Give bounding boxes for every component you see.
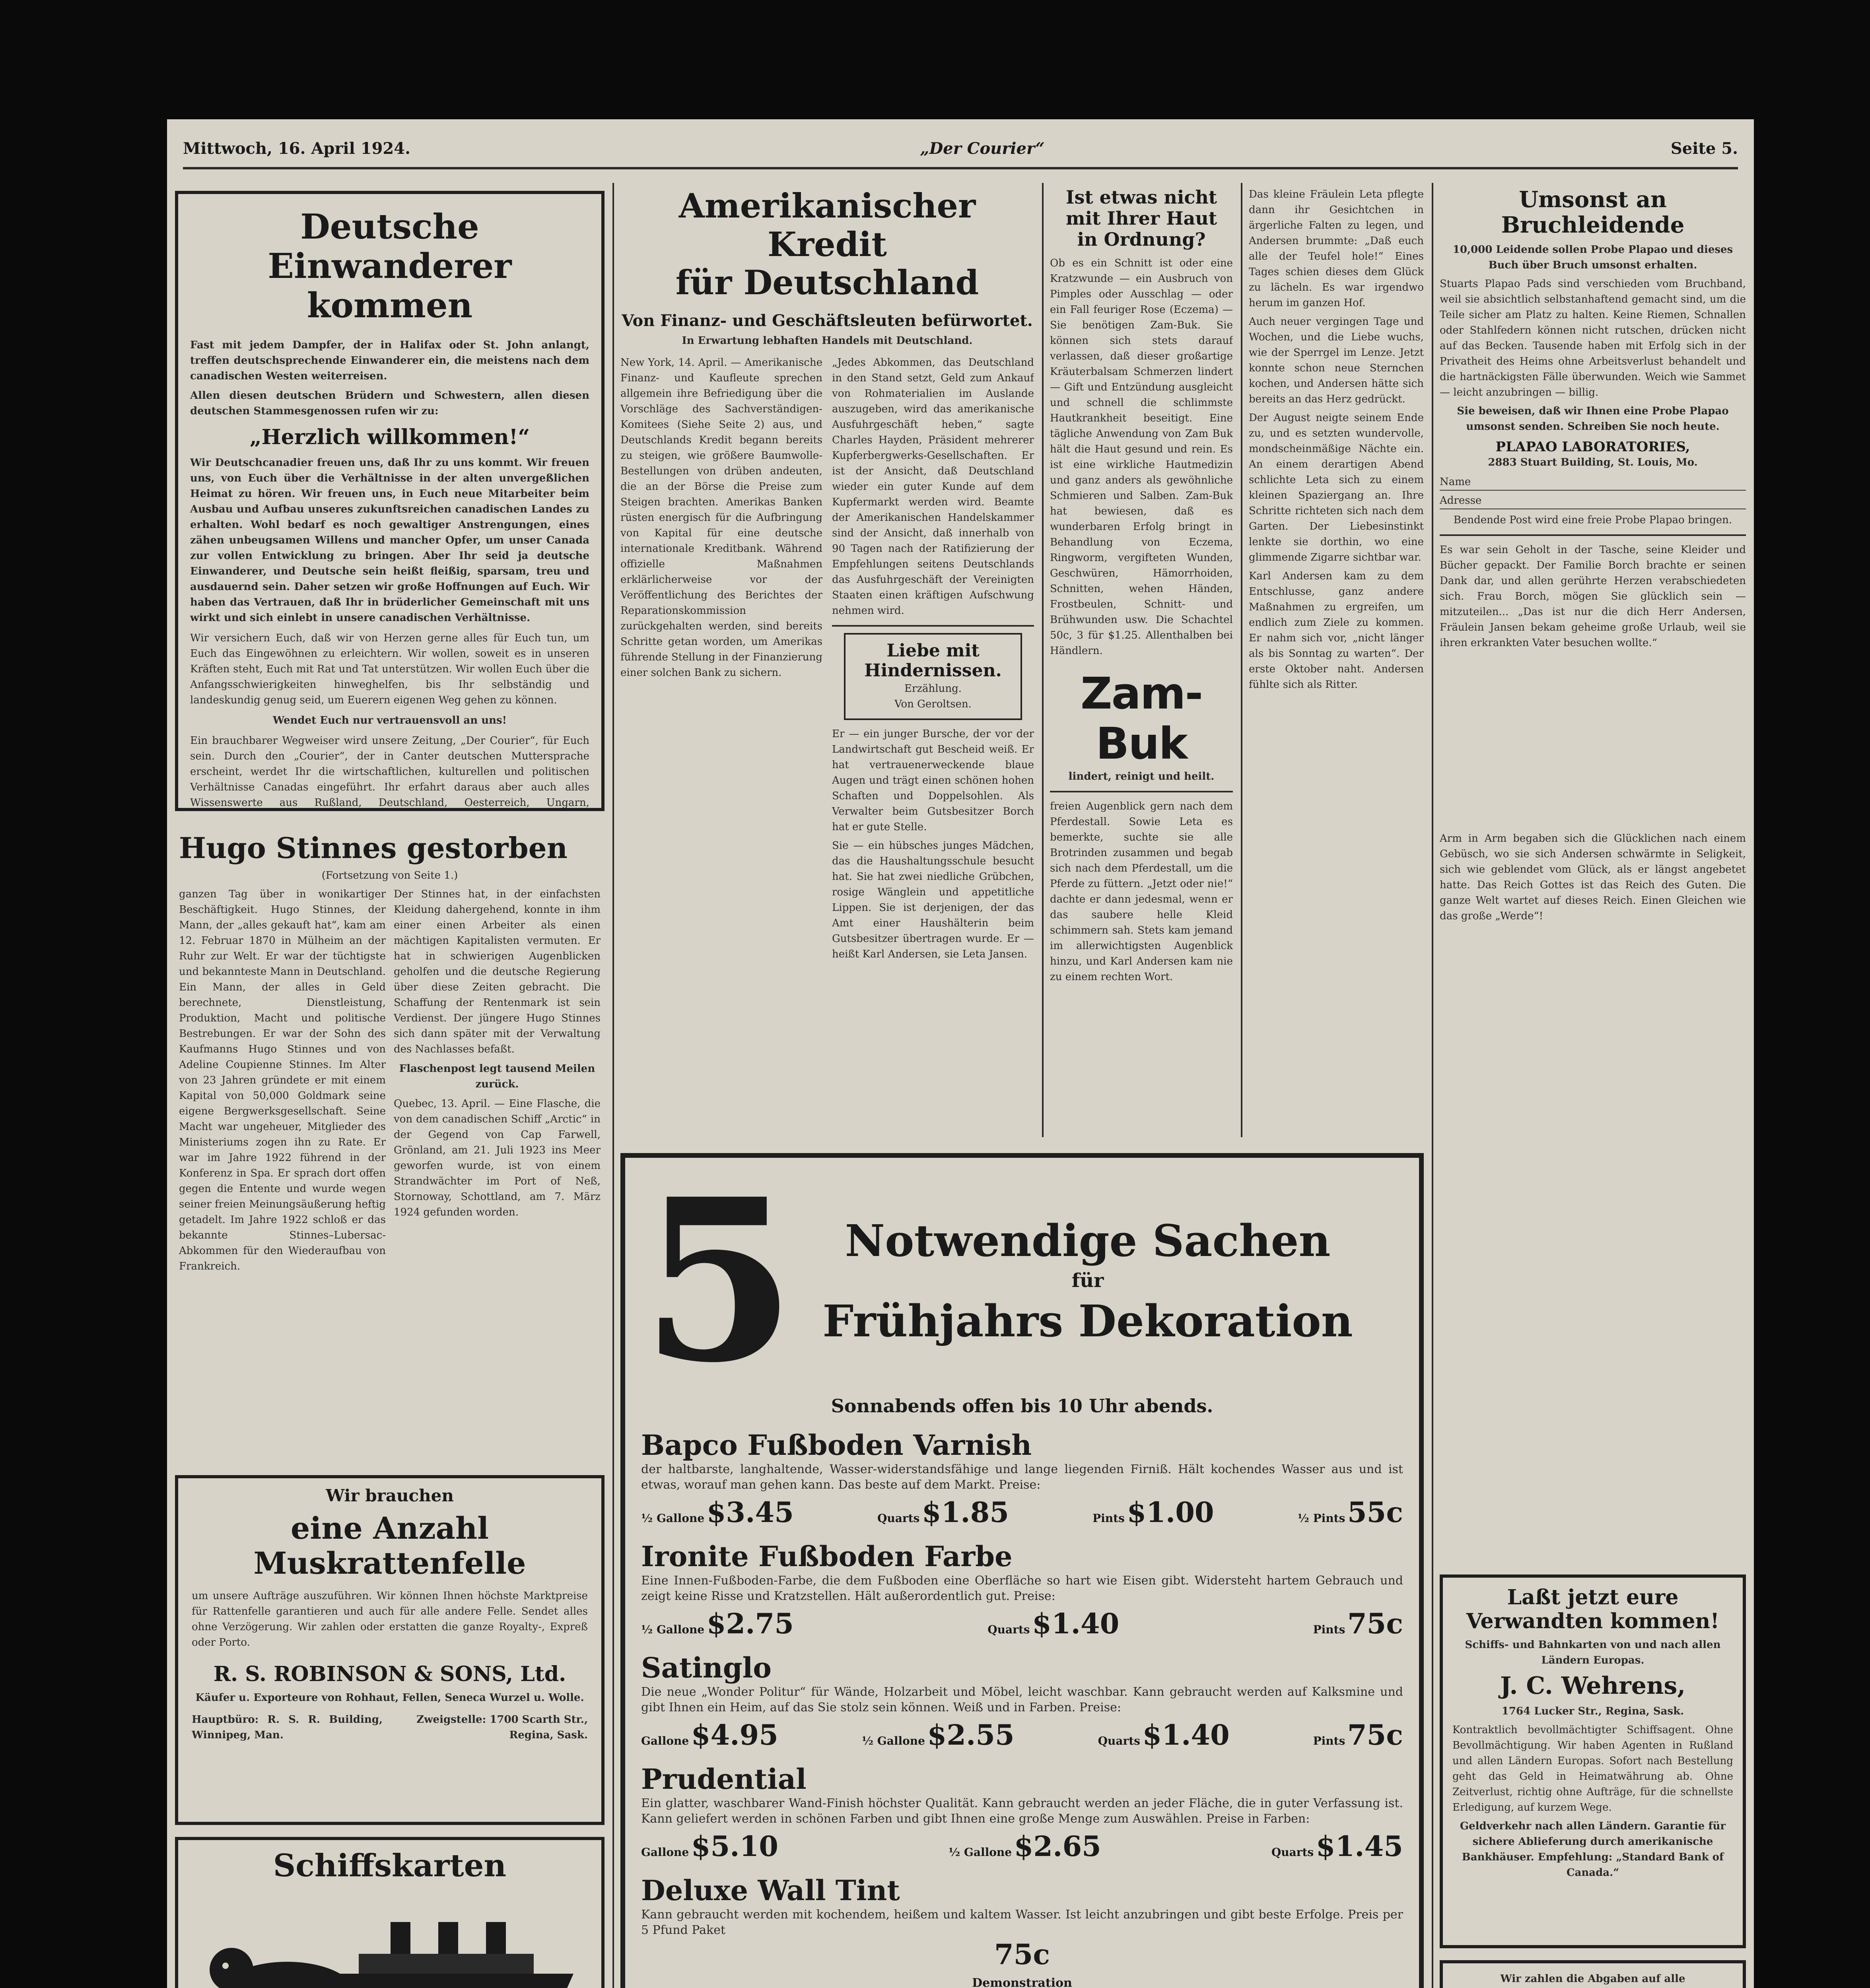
product-desc: Ein glatter, waschbarer Wand-Finish höchster Qualität. Kann gebraucht werden an jeder Fläche, die in guter Verfassung ist. Kann geliefert werden in schönen Farben und gibt Ihnen eine große Menge zum Auswählen. Preise in Farben: xyxy=(641,1796,1403,1826)
price-size: Gallone xyxy=(641,1845,689,1859)
column-rule xyxy=(1042,183,1044,1137)
product-prudential xyxy=(641,1763,1403,1863)
price-value: $2.75 xyxy=(706,1607,794,1640)
ad-text: um unsere Aufträge auszuführen. Wir können Ihnen höchste Marktpreise für Rattenfelle garantieren und auch für alle andere Felle. Sendet alles ohne Verzögerung. Wir zahlen oder erstatten die ganze Royalty-, Expreß oder Porto. xyxy=(192,1590,588,1649)
brand-tagline: lindert, reinigt und heilt. xyxy=(1068,770,1215,782)
product-name: Deluxe Wall Tint xyxy=(641,1873,900,1907)
price-size: Quarts xyxy=(987,1623,1030,1636)
story-text: Der August neigte seinem Ende zu, und es setzten wundervolle, mondscheinmäßige Nächte ein. An einem derartigen Abend schlichte Leta sich zu einem kleinen Spaziergang an. Ihre Schritte richteten sich nach dem Garten. Der Liebesinstinkt lenkte sie dorthin, wo eine glimmende Zigarre sichtbar war. xyxy=(1249,412,1424,563)
article-subtitle2: In Erwartung lebhaften Handels mit Deutschland. xyxy=(682,334,973,347)
paper-name: „Der Courier“ xyxy=(920,139,1045,158)
coupon-name-line[interactable]: Name xyxy=(1440,474,1746,491)
product-name: Satinglo xyxy=(641,1651,772,1684)
ad-title: Umsonst an xyxy=(1519,187,1667,213)
newspaper-page xyxy=(167,119,1754,1988)
product-desc: der haltbarste, langhaltende, Wasser-widerstandsfähige und lange liegenden Firniß. Hält kochendes Wasser aus und ist etwas, worauf man gehen kann. Das beste auf dem Markt. Preise: xyxy=(641,1462,1403,1492)
ad-title: in Ordnung? xyxy=(1077,228,1206,250)
peart-bros-ad xyxy=(620,1153,1424,1988)
article-title: Amerikanischer Kredit xyxy=(678,187,976,264)
ad-title: Laßt jetzt eure xyxy=(1507,1585,1679,1609)
steamship-icon xyxy=(192,1890,589,1988)
product-desc: Kann gebraucht werden mit kochendem, heißem und kaltem Wasser. Ist leicht anzubringen und gibt beste Erfolge. Preis per 5 Pfund Paket xyxy=(641,1907,1403,1937)
story-text: Das kleine Fräulein Leta pflegte dann ihr Gesichtchen in ärgerliche Falten zu legen, und Andersen brummte: „Daß euch alle der Teufel hole!“ Eines Tages schien dieses dem Glück zu lächeln. Es war irgendwo herum im ganzen Hof. xyxy=(1249,188,1424,309)
price-value: $2.65 xyxy=(1014,1829,1101,1863)
price-value: $1.40 xyxy=(1032,1607,1120,1640)
price-size: ½ Gallone xyxy=(861,1734,925,1747)
price-value: 75c xyxy=(1347,1607,1403,1640)
price-value: 55c xyxy=(1347,1495,1403,1529)
column-rule xyxy=(1241,183,1242,1137)
price-value: $1.00 xyxy=(1127,1495,1214,1529)
firm-name: R. S. ROBINSON & SONS, Ltd. xyxy=(213,1662,566,1687)
ad-title: Ist etwas nicht xyxy=(1065,187,1217,208)
zambuk-ad xyxy=(1050,187,1233,1141)
demo-head: Demonstration xyxy=(972,1976,1072,1988)
story-title-box xyxy=(844,633,1022,720)
story-text: Es war sein Geholt in der Tasche, seine Kleider und Bücher gepackt. Der Familie Borch brachte er seinen Dank dar, und allen gerührte Herzen verabschiedeten sich. Frau Borch, mögen Sie glücklich sein — mitzuteilen... „Das ist nur die dich Herr Andersen, Fräulein Jansen bekam geheime große Urlaub, weil sie ihren erkrankten Vater besuchen wollte.“ xyxy=(1440,544,1746,649)
greeting: „Herzlich willkommen!“ xyxy=(249,425,530,449)
kredit-article xyxy=(620,187,1034,1141)
coupon-address-line[interactable]: Adresse xyxy=(1440,493,1746,509)
story-author: Von Geroltsen. xyxy=(894,698,972,710)
price-size: Quarts xyxy=(1271,1845,1314,1859)
ad-head: Wir brauchen xyxy=(326,1486,454,1505)
ad-text: Stuarts Plapao Pads sind verschieden vom Bruchband, weil sie absichtlich selbstanhaftend gemacht sind, um die Teile sicher am Platz zu halten. Keine Riemen, Schnallen oder Stahlfedern können nicht rutschen, drücken nicht auf das Becken. Tausende haben mit Erfolg sich in der Privatheit des Heims ohne Arbeitsverlust behandelt und die hartnäckigsten Fälle überwunden. Weich wie Sammet — leicht anzubringen — billig. xyxy=(1440,278,1746,398)
story-text: Karl Andersen kam zu dem Entschlusse, ganz andere Maßnahmen zu ergreifen, um endlich zum Ziele zu kommen. Er nahm sich vor, „nicht länger als bis Sonntag zu warten“. Der erste Oktober naht. Andersen fühlte sich als Ritter. xyxy=(1249,570,1424,691)
price-size: Pints xyxy=(1092,1511,1125,1525)
product-ironite xyxy=(641,1540,1403,1640)
product-deluxe xyxy=(641,1874,1403,1971)
story-continuation xyxy=(1249,187,1424,1141)
article-column: New York, 14. April. — Amerikanische Finanz- und Kaufleute sprechen allgemein ihre Befriedigung über die Vorschläge des Sachverständigen-Komitees (Siehe Seite 2) aus, und Deutschlands Kredit begann bereits zu steigen, wie größere Baumwolle-Bestellungen von drüben andeuten, die an der Börse die Preise zum Steigen brachten. Amerikas Banken rüsten energisch für die Aufbringung von Kapital für eine deutsche internationale Kreditbank. Während offizielle Maßnahmen erklärlicherweise vor der Veröffentlichung des Berichtes der Reparationskommission zurückgehalten werden, sind bereits Schritte getan worden, um Amerikas führende Stellung in der Finanzierung einer solchen Bank zu sichern. xyxy=(620,356,823,679)
ad-lead: 10,000 Leidende sollen Probe Plapao und dieses Buch über Bruch umsonst erhalten. xyxy=(1452,243,1733,271)
price-value: $1.40 xyxy=(1142,1718,1230,1751)
story-genre: Erzählung. xyxy=(904,682,962,695)
ad-title: Frühjahrs Dekoration xyxy=(822,1295,1353,1347)
price-size: Quarts xyxy=(877,1511,920,1525)
firm-address: 2883 Stuart Building, St. Louis, Mo. xyxy=(1488,456,1698,468)
hq-address: Hauptbüro: R. S. R. Building, Winnipeg, Man. xyxy=(192,1713,383,1741)
story-text: Sie — ein hübsches junges Mädchen, das die Haushaltungsschule besucht hat. Sie hat zwei niedliche Grübchen, rosige Wänglein und appetitliche Lippen. Sie ist derjenigen, der das Amt einer Haushälterin beim Gutsbesitzer übertragen wurde. Er — heißt Karl Andersen, sie Leta Jansen. xyxy=(832,839,1034,960)
agent-name: J. C. Wehrens, xyxy=(1500,1672,1686,1700)
article-column: ganzen Tag über in wonikartiger Beschäftigkeit. Hugo Stinnes, der Mann, der „alles gekauft hat“, kam am 12. Februar 1870 in Mülheim an der Ruhr zur Welt. Er war der tüchtigste und bekannteste Mann in Deutschland. Ein Mann, der alles in Geld berechnete, Dienstleistung, Produktion, Macht und politische Bestrebungen. Er war der Sohn des Kaufmanns Hugo Stinnes und von Adeline Coupienne Stinnes. Im Alter von 23 Jahren gründete er mit einem Kapital von 50,000 Goldmark seine eigene Bergwerksgesellschaft. Seine Macht war ungeheuer, Mitglieder des Ministeriums zogen ihn zu Rate. Er war im Jahre 1922 führend in der Konferenz in Spa. Er sprach dort offen gegen die Entente und wurde wegen seiner freien Meinungsäußerung heftig getadelt. Im Jahre 1922 schloß er das bekannte Stinnes–Lubersac-Abkommen für den Wiederaufbau von Frankreich. xyxy=(179,888,386,1272)
ad-text: Ob es ein Schnitt ist oder eine Kratzwunde — ein Ausbruch von Pimples oder Ausschlag — oder ein Fall feuriger Rose (Eczema) — Sie benötigen Zam-Buk. Sie können sich stets darauf verlassen, daß dieser großartige Kräuterbalsam Schmerzen lindert — Gift und Entzündung ausgleicht und schnell die schlimmste Hautkrankheit beseitigt. Eine tägliche Anwendung von Zam Buk hält die Haut gesund und rein. Es ist eine wirkliche Hautmedizin und ganz anders als gewöhnliche Schmieren und Salben. Zam-Buk hat bewiesen, daß es wunderbaren Erfolg bringt in Behandlung von Eczema, Ringworm, vergifteten Wunden, Geschwüren, Hämorrhoiden, Schnitten, wehen Händen, Frostbeulen, Schnitt- und Brühwunden usw. Die Schachtel 50c, 3 für $1.25. Allenthalben bei Händlern. xyxy=(1050,257,1233,657)
bruch-ad xyxy=(1440,187,1746,823)
article-column: Quebec, 13. April. — Eine Flasche, die von dem canadischen Schiff „Arctic“ in der Gegend von Cap Farwell, Grönland, am 21. Juli 1923 ins Meer geworfen wurde, ist von einem Strandwächter im Port of Neß, Stornoway, Schottland, am 7. März 1924 gefunden worden. xyxy=(394,1098,601,1218)
story-text: Er — ein junger Bursche, der vor der Landwirtschaft gut Bescheid weiß. Er hat vertrauenerweckende blaue Augen und trägt einen schönen hohen Schaften und Doppelsohlen. Als Verwalter beim Gutsbesitzer Borch hat er gute Stelle. xyxy=(832,728,1034,833)
price-size: Gallone xyxy=(641,1734,689,1747)
product-name: Ironite Fußboden Farbe xyxy=(641,1540,1013,1573)
article-title: Deutsche Einwanderer kommen xyxy=(268,207,512,326)
article-paragraph: Wendet Euch nur vertrauensvoll an uns! xyxy=(272,714,507,727)
price-value: $1.45 xyxy=(1316,1829,1403,1863)
story-title: Liebe mit Hindernissen. xyxy=(864,640,1002,681)
article-paragraph: Ein brauchbarer Wegweiser wird unsere Zeitung, „Der Courier“, für Euch sein. Durch den „Courier“, der in Canter deutschen Muttersprache erscheint, werdet Ihr die wirtschaftlichen, kulturellen und politischen Verhältnisse Canadas eingeführt. Ihr erfahrt daraus aber auch alles Wissenswerte aus Rußland, Deutschland, Oesterreich, Ungarn, xyxy=(190,735,589,809)
price-value: $1.85 xyxy=(921,1495,1009,1529)
wehrens-ad xyxy=(1440,1574,1746,1948)
schiffskarten-ad xyxy=(175,1837,605,1988)
robinson-ad xyxy=(175,1475,605,1825)
brand-logo: Zam-Buk xyxy=(1080,668,1203,769)
story-end xyxy=(1440,831,1746,1451)
ad-text: Geldverkehr nach allen Ländern. Garantie für sichere Ablieferung durch amerikanische Bankhäuser. Empfehlung: „Standard Bank of Canada.“ xyxy=(1460,1820,1726,1879)
product-bapco xyxy=(641,1429,1403,1529)
ad-title: mit Ihrer Haut xyxy=(1065,207,1217,229)
coupon-note: Bendende Post wird eine freie Probe Plapao bringen. xyxy=(1453,514,1732,526)
article-column: Der Stinnes hat, in der einfachsten Kleidung dahergehend, konnte in ihm einer einen Arbeiter als einen mächtigen Kapitalisten vermuten. Er hat in schwierigen Augenblicken geholfen und die deutsche Regierung über diese Zeiten gebracht. Die Schaffung der Rentenmark ist sein Verdienst. Der jüngere Hugo Stinnes sich dann später mit der Verwaltung des Nachlasses befaßt. xyxy=(394,888,601,1055)
divider xyxy=(1050,791,1233,792)
article-paragraph: Wir versichern Euch, daß wir von Herzen gerne alles für Euch tun, um Euch das Eingewöhnen zu erleichtern. Wir wollen, soweit es in unseren Kräften steht, Euch mit Rat und Tat unterstützen. Wir wollen Euch über die Anfangsschwierigkeiten hinweghelfen, bis Ihr selbständig und landeskundig genug seid, um Euerern eigenen Weg gehen zu können. xyxy=(190,632,589,707)
price-value: $5.10 xyxy=(691,1829,778,1863)
subheadline: Flaschenpost legt tausend Meilen zurück. xyxy=(399,1063,595,1090)
price-size: Pints xyxy=(1313,1623,1345,1636)
story-text: freien Augenblick gern nach dem Pferdestall. Sowie Leta es bemerkte, suchte sie alle Brotrinden zusammen und begab sich nach dem Pferdestall, um die Pferde zu füttern. „Jetzt oder nie!“ dachte er dann jedesmal, wenn er das saubere helle Kleid schimmern sah. Stets kam jemand im allerwichtigsten Augenblick hinzu, und Karl Andersen kam nie zu einem rechten Wort. xyxy=(1050,800,1233,983)
divider xyxy=(1440,534,1746,536)
ad-sub: Schiffs- und Bahnkarten von und nach allen Ländern Europas. xyxy=(1465,1639,1721,1666)
column-rule xyxy=(612,183,614,1988)
price-size: ½ Gallone xyxy=(948,1845,1012,1859)
firm-sub: Käufer u. Exporteure von Rohhaut, Fellen, Seneca Wurzel u. Wolle. xyxy=(195,1691,584,1704)
ad-title: Notwendige Sachen xyxy=(845,1215,1331,1266)
ad-head: Wir zahlen die Abgaben auf alle xyxy=(1500,1973,1685,1985)
ad-title: Schiffskarten xyxy=(273,1848,507,1884)
ad-title: Bruchleidende xyxy=(1501,212,1685,239)
article-lead2: Allen diesen deutschen Brüdern und Schwestern, allen diesen deutschen Stammesgenossen rufen wir zu: xyxy=(190,389,589,417)
product-satinglo xyxy=(641,1651,1403,1751)
article-title: Hugo Stinnes gestorben xyxy=(179,831,568,865)
ad-coupon: Sie beweisen, daß wir Ihnen eine Probe Plapao umsonst senden. Schreiben Sie noch heute. xyxy=(1457,405,1729,433)
article-paragraph: Wir Deutschcanadier freuen uns, daß Ihr zu uns kommt. Wir freuen uns, von Euch über die Verhältnisse in der alten unvergeßlichen Heimat zu hören. Wir freuen uns, in Euch neue Mitarbeiter beim Ausbau und Aufbau unseres zukunftsreichen canadischen Landes zu erhalten. Wohl bedarf es noch gewaltiger Anstrengungen, eines zähen unbeugsamen Willens und mancher Opfer, um unser Canada zur vollen Entwicklung zu bringen. Aber Ihr seid ja deutsche Einwanderer, und Deutsche sein heißt fleißig, sparsam, treu und ausdauernd sein. Daher setzen wir große Hoffnungen auf Euch. Wir haben das Vertrauen, daß Ihr in brüderlicher Gemeinschaft mit uns wirkt und sich einlebt in unsere canadischen Verhältnisse. xyxy=(190,457,589,624)
price-size: ½ Pints xyxy=(1297,1511,1345,1525)
big-number: 5 xyxy=(641,1153,796,1412)
price-size: Pints xyxy=(1313,1734,1345,1747)
page-number: Seite 5. xyxy=(1670,139,1738,158)
price-size: Quarts xyxy=(1098,1734,1140,1747)
divider xyxy=(832,625,1034,627)
pelze-ad xyxy=(1440,1960,1746,1988)
article-column: „Jedes Abkommen, das Deutschland in den Stand setzt, Geld zum Ankauf von Rohmaterialien im Auslande auszugeben, wird das amerikanische Ausfuhrgeschäft heben,“ sagte Charles Hayden, Präsident mehrerer Kupferbergwerks-Gesellschaften. Er ist der Ansicht, daß Deutschland wieder ein guter Kunde auf dem Kupfermarkt werden wird. Beamte der Amerikanischen Handelskammer sind der Ansicht, daß innerhalb von 90 Tagen nach der Ratifizierung der Empfehlungen seitens Deutschlands das Ausfuhrgeschäft der Vereinigten Staaten einen kräftigen Aufschwung nehmen wird. xyxy=(832,356,1034,617)
agent-address: 1764 Lucker Str., Regina, Sask. xyxy=(1501,1705,1684,1717)
einwanderer-article xyxy=(175,191,605,811)
opening-hours: Sonnabends offen bis 10 Uhr abends. xyxy=(831,1395,1213,1417)
story-text: Arm in Arm begaben sich die Glücklichen nach einem Gebüsch, wo sie sich Andersen schwärmte in Seligkeit, sich wie geblendet vom Glück, als er längst angebetet hatte. Das Reich Gottes ist das Reich des Guten. Die ganze Welt wartet auf dieses Reich. Einen Gleichen wie das große „Werde“! xyxy=(1440,833,1746,922)
product-name: Bapco Fußboden Varnish xyxy=(641,1428,1032,1462)
article-subtitle: Von Finanz- und Geschäftsleuten befürwortet. xyxy=(622,311,1033,330)
ad-for: für xyxy=(1071,1270,1104,1292)
article-title: für Deutschland xyxy=(675,263,979,303)
price-value: 75c xyxy=(1347,1718,1403,1751)
ad-title: Verwandten kommen! xyxy=(1466,1609,1720,1633)
ad-text: Kontraktlich bevollmächtigter Schiffsagent. Ohne Bevollmächtigung. Wir haben Agenten in Rußland und allen Ländern Europas. Sofort nach Bestellung geht das Geld in Heimatwährung ab. Ohne Zeitverlust, richtig ohne Aufträge, für die schnellste Erledigung, auf kurzem Wege. xyxy=(1452,1724,1733,1813)
product-name: Prudential xyxy=(641,1762,807,1796)
continued-note: (Fortsetzung von Seite 1.) xyxy=(321,870,458,881)
column-rule xyxy=(1432,183,1433,1988)
price-value: $2.55 xyxy=(927,1718,1015,1751)
price-value: $3.45 xyxy=(706,1495,794,1529)
price-value: $4.95 xyxy=(691,1718,778,1751)
issue-date: Mittwoch, 16. April 1924. xyxy=(183,139,410,158)
branch-address: Zweigstelle: 1700 Scarth Str., Regina, Sask. xyxy=(416,1713,588,1741)
price-size: ½ Gallone xyxy=(641,1623,705,1636)
ad-title: eine Anzahl Muskrattenfelle xyxy=(253,1510,526,1581)
price-size: ½ Gallone xyxy=(641,1511,705,1525)
stinnes-article xyxy=(175,823,605,1467)
firm-name: PLAPAO LABORATORIES, xyxy=(1495,439,1690,455)
price-value: 75c xyxy=(994,1938,1050,1971)
article-lead: Fast mit jedem Dampfer, der in Halifax oder St. John anlangt, treffen deutschsprechende Einwanderer ein, die meistens nach dem canadischen Westen weiterreisen. xyxy=(190,339,589,382)
product-desc: Die neue „Wonder Politur“ für Wände, Holzarbeit und Möbel, leicht waschbar. Kann gebraucht werden auf Kalksmine und gibt Ihnen ein Heim, auf das Sie stolz sein können. Weiß und in Farben. Preise: xyxy=(641,1685,1403,1714)
story-text: Auch neuer vergingen Tage und Wochen, und die Liebe wuchs, wie der Sperrgel im Lenze. Jetzt konnte schon neue Sternchen kochen, und Andersen hätte sich bereits an das Herz gedrückt. xyxy=(1249,316,1424,405)
product-desc: Eine Innen-Fußboden-Farbe, die dem Fußboden eine Oberfläche so hart wie Eisen gibt. Widersteht hartem Gebrauch und zeigt keine Risse und Kratzstellen. Hält außerordentlich gut. Preise: xyxy=(641,1573,1403,1603)
header-rule xyxy=(183,167,1738,169)
